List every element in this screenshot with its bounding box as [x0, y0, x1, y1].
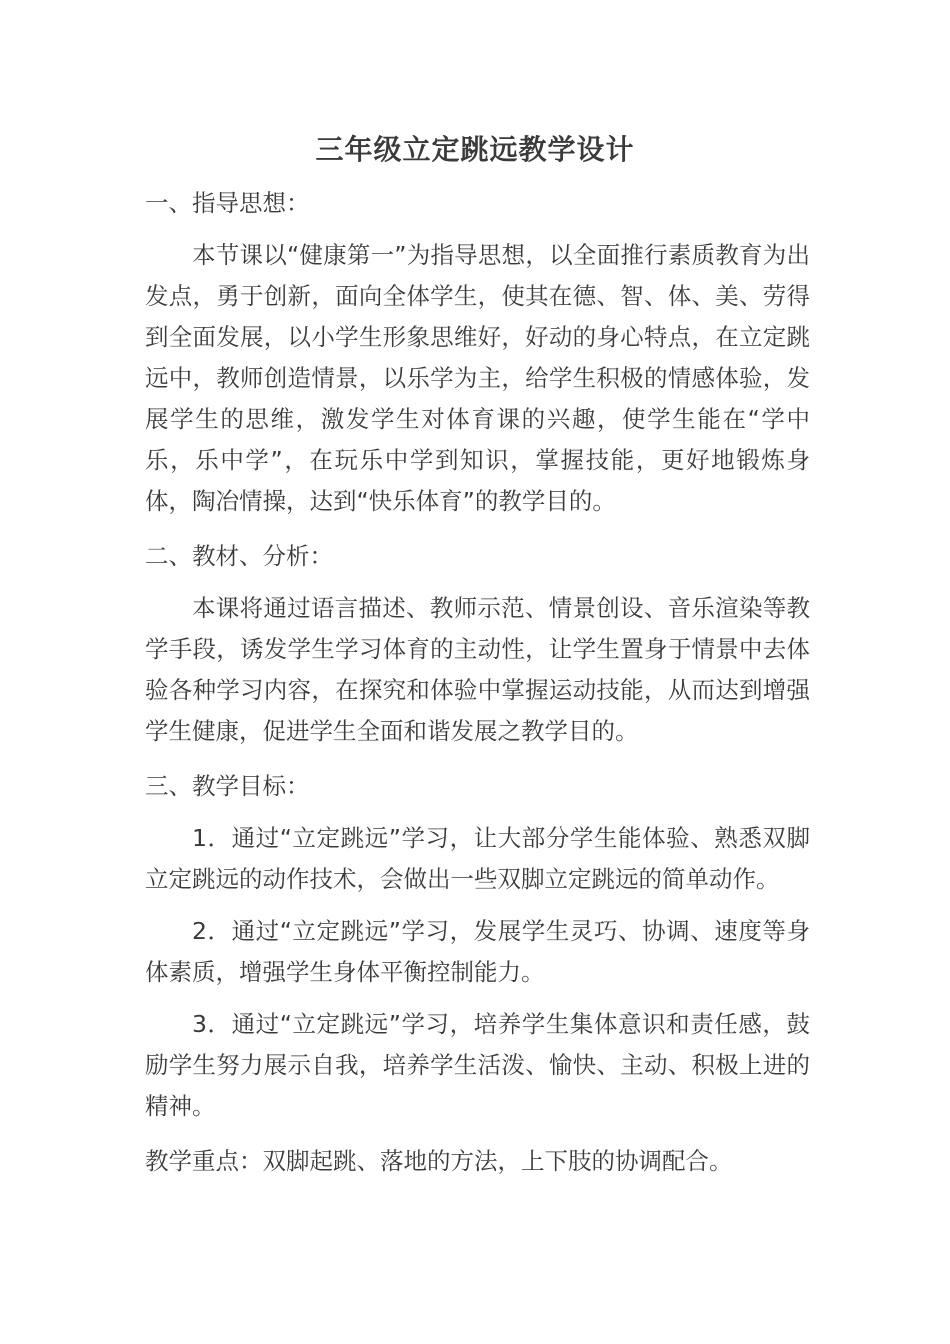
goal-item-3: 3．通过“立定跳远”学习，培养学生集体意识和责任感，鼓励学生努力展示自我，培养学生活泼、愉快、主动、积极上进的精神。	[145, 1010, 810, 1120]
section-heading-material-analysis: 二、教材、分析：	[145, 542, 333, 570]
document-body	[145, 183, 810, 1182]
paragraph-material-analysis: 本课将通过语言描述、教师示范、情景创设、音乐渲染等教学手段，诱发学生学习体育的主动性，让学生置身于情景中去体验各种学习内容，在探究和体验中掌握运动技能，从而达到增强学生健康，促进学生全面和谐发展之教学目的。	[145, 594, 810, 745]
document-title: 三年级立定跳远教学设计	[315, 133, 635, 166]
goal-item-2: 2．通过“立定跳远”学习，发展学生灵巧、协调、速度等身体素质，增强学生身体平衡控制能力。	[145, 917, 810, 986]
goal-item-1: 1．通过“立定跳远”学习，让大部分学生能体验、熟悉双脚立定跳远的动作技术，会做出一些双脚立定跳远的简单动作。	[145, 824, 810, 893]
teaching-key-point: 教学重点：双脚起跳、落地的方法，上下肢的协调配合。	[145, 1147, 733, 1175]
section-heading-teaching-goals: 三、教学目标：	[145, 772, 310, 800]
section-heading-guiding-thought: 一、指导思想：	[145, 189, 310, 217]
paragraph-guiding-thought: 本节课以“健康第一”为指导思想，以全面推行素质教育为出发点，勇于创新，面向全体学生，使其在德、智、体、美、劳得到全面发展，以小学生形象思维好，好动的身心特点，在立定跳远中，教师创造情景，以乐学为主，给学生积极的情感体验，发展学生的思维，激发学生对体育课的兴趣，使学生能在“学中乐，乐中学”，在玩乐中学到知识，掌握技能，更好地锻炼身体，陶冶情操，达到“快乐体育”的教学目的。	[145, 241, 810, 515]
